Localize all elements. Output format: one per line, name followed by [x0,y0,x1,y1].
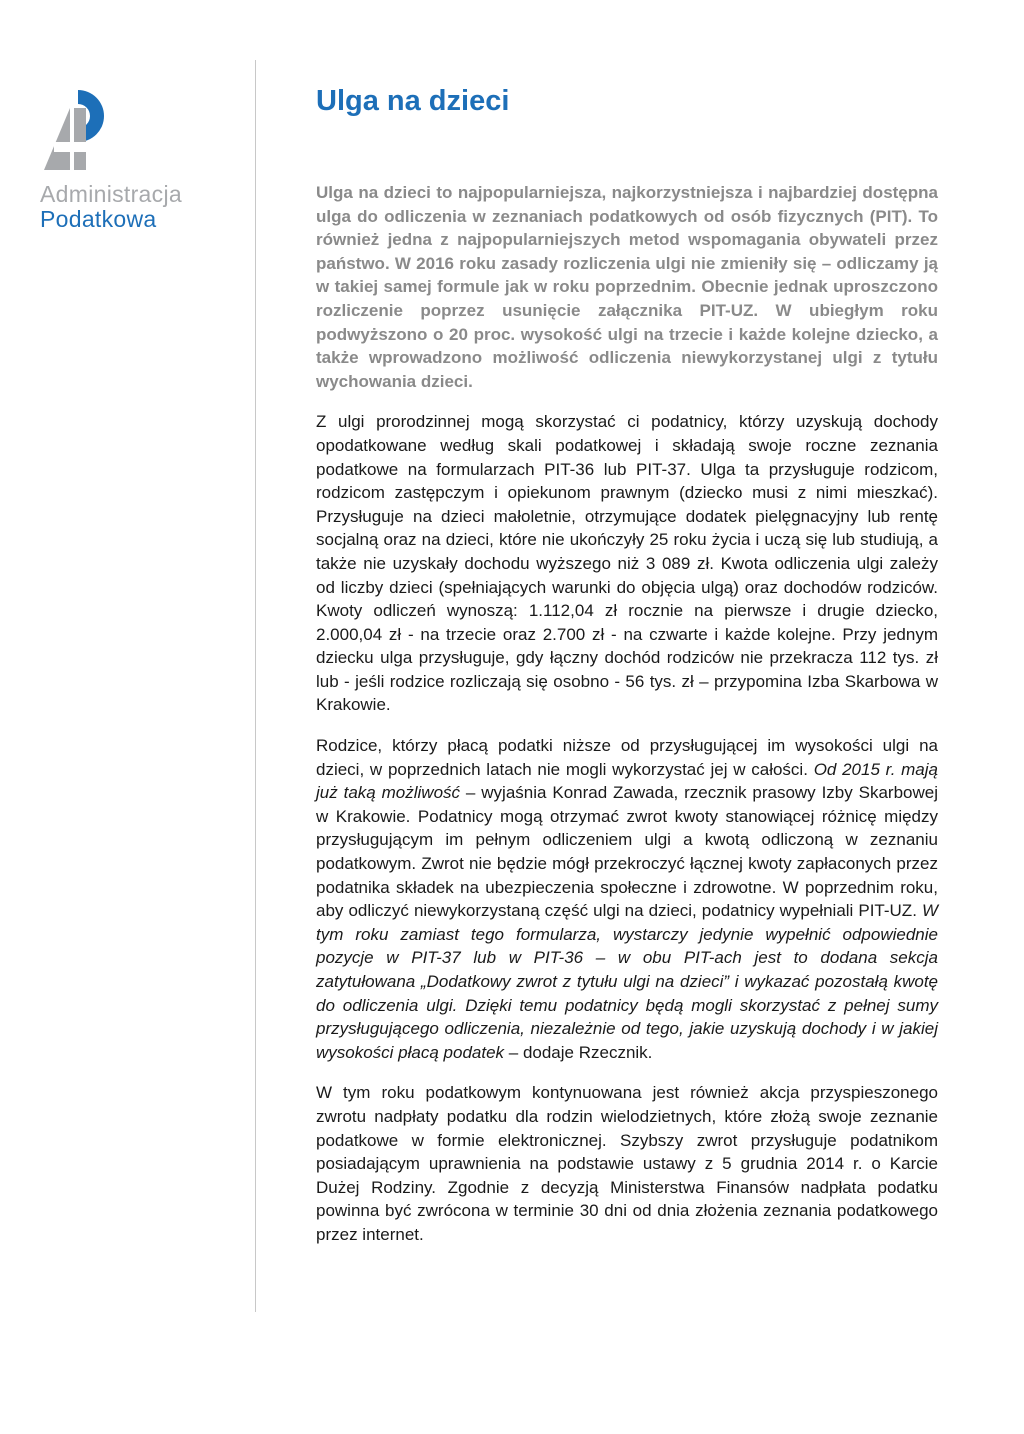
article-body [316,181,938,1264]
paragraph-3-part-c: – wyjaśnia Konrad Zawada, rzecznik prasowy Izby Skarbowej w Krakowie. Podatnicy mogą otrzymać zwrot kwoty stanowiącej różnicę między przysługującym im pełnym odliczeniem ulgi a kwotą odliczoną w zeznaniu podatkowym. Zwrot nie będzie mógł przekroczyć łącznej kwoty zapłaconych przez podatnika składek na ubezpieczenia społeczne i zdrowotne. W poprzednim roku, aby odliczyć niewykorzystaną część ulgi na dzieci, podatnicy wypełniali PIT-UZ. [316,783,939,921]
paragraph-4: W tym roku podatkowym kontynuowana jest również akcja przyspieszonego zwrotu nadpłaty podatku dla rodzin wielodzietnych, które złożą swoje zeznanie podatkowe w formie elektronicznej. Szybszy zwrot przysługuje podatnikom posiadającym uprawnienia na podstawie ustawy z 5 grudnia 2014 r. o Karcie Dużej Rodziny. Zgodnie z decyzją Ministerstwa Finansów nadpłata podatku powinna być zwrócona w terminie 30 dni od dnia złożenia zeznania podatkowego przez internet. [316,1083,938,1244]
page-title: Ulga na dzieci [316,85,510,117]
administracja-podatkowa-logo [40,86,220,232]
paragraph-3-quote-2: W tym roku zamiast tego formularza, wystarczy jedynie wypełnić odpowiednie pozycje w PIT-37 lub w PIT-36 – w obu PIT-ach jest to dodana sekcja zatytułowana „Dodatkowy zwrot z tytułu ulgi na dzieci” i wykazać pozostałą kwotę do odliczenia ulgi. Dzięki temu podatnicy będą mogli skorzystać z pełnej sumy przysługującego odliczenia, niezależnie od tego, jakie uzyskują dochody i w jakiej wysokości płacą podatek [316,901,938,1062]
lead-paragraph: Ulga na dzieci to najpopularniejsza, najkorzystniejsza i najbardziej dostępna ulga do odliczenia w zeznaniach podatkowych od osób fizycznych (PIT). To również jedna z najpopularniejszych metod wspomagania obywateli przez państwo. W 2016 roku zasady rozliczenia ulgi nie zmieniły się – odliczamy ją w takiej samej formule jak w roku poprzednim. Obecnie jednak uproszczono rozliczenie poprzez usunięcie załącznika PIT-UZ. W ubiegłym roku podwyższono o 20 proc. wysokość ulgi na trzecie i każde kolejne dziecko, a także wprowadzono możliwość odliczenia niewykorzystanej ulgi z tytułu wychowania dzieci. [316,183,938,391]
paragraph-3-part-e: – dodaje Rzecznik. [504,1042,653,1062]
paragraph-2: Z ulgi prorodzinnej mogą skorzystać ci podatnicy, którzy uzyskują dochody opodatkowane według skali podatkowej i składają swoje roczne zeznania podatkowe na formularzach PIT-36 lub PIT-37. Ulga ta przysługuje rodzicom, rodzicom zastępczym i opiekunom prawnym (dziecko musi z nimi mieszkać). Przysługuje na dzieci małoletnie, otrzymujące dodatek pielęgnacyjny lub rentę socjalną oraz na dzieci, które nie ukończyły 25 roku życia i uczą się lub studiują, a także nie uzyskały dochodu wyższego niż 3 089 zł. Kwota odliczenia ulgi zależy od liczby dzieci (spełniających warunki do objęcia ulgą) oraz dochodów rodziców. Kwoty odliczeń wynoszą: 1.112,04 zł rocznie na pierwsze i drugie dziecko, 2.000,04 zł - na trzecie oraz 2.700 zł - na czwarte i każde kolejne. Przy jednym dziecku ulga przysługuje, gdy łączny dochód rodziców nie przekracza 112 tys. zł lub - jeśli rodzice rozliczają się osobno - 56 tys. zł – przypomina Izba Skarbowa w Krakowie. [316,412,938,715]
paragraph-3-quote-1: Od 2015 r. mają już taką możliwość [316,759,938,803]
logo-text-line1: Administracja [40,181,182,207]
paragraph-3 [316,734,938,1064]
paragraph-3-part-a: Rodzice, którzy płacą podatki niższe od przysługującej im wysokości ulgi na dzieci, w poprzednich latach nie mogli wykorzystać jej w całości. [316,736,938,779]
logo-mark-icon [40,86,112,174]
vertical-divider [255,60,256,1312]
logo-text-line2: Podatkowa [40,206,157,232]
